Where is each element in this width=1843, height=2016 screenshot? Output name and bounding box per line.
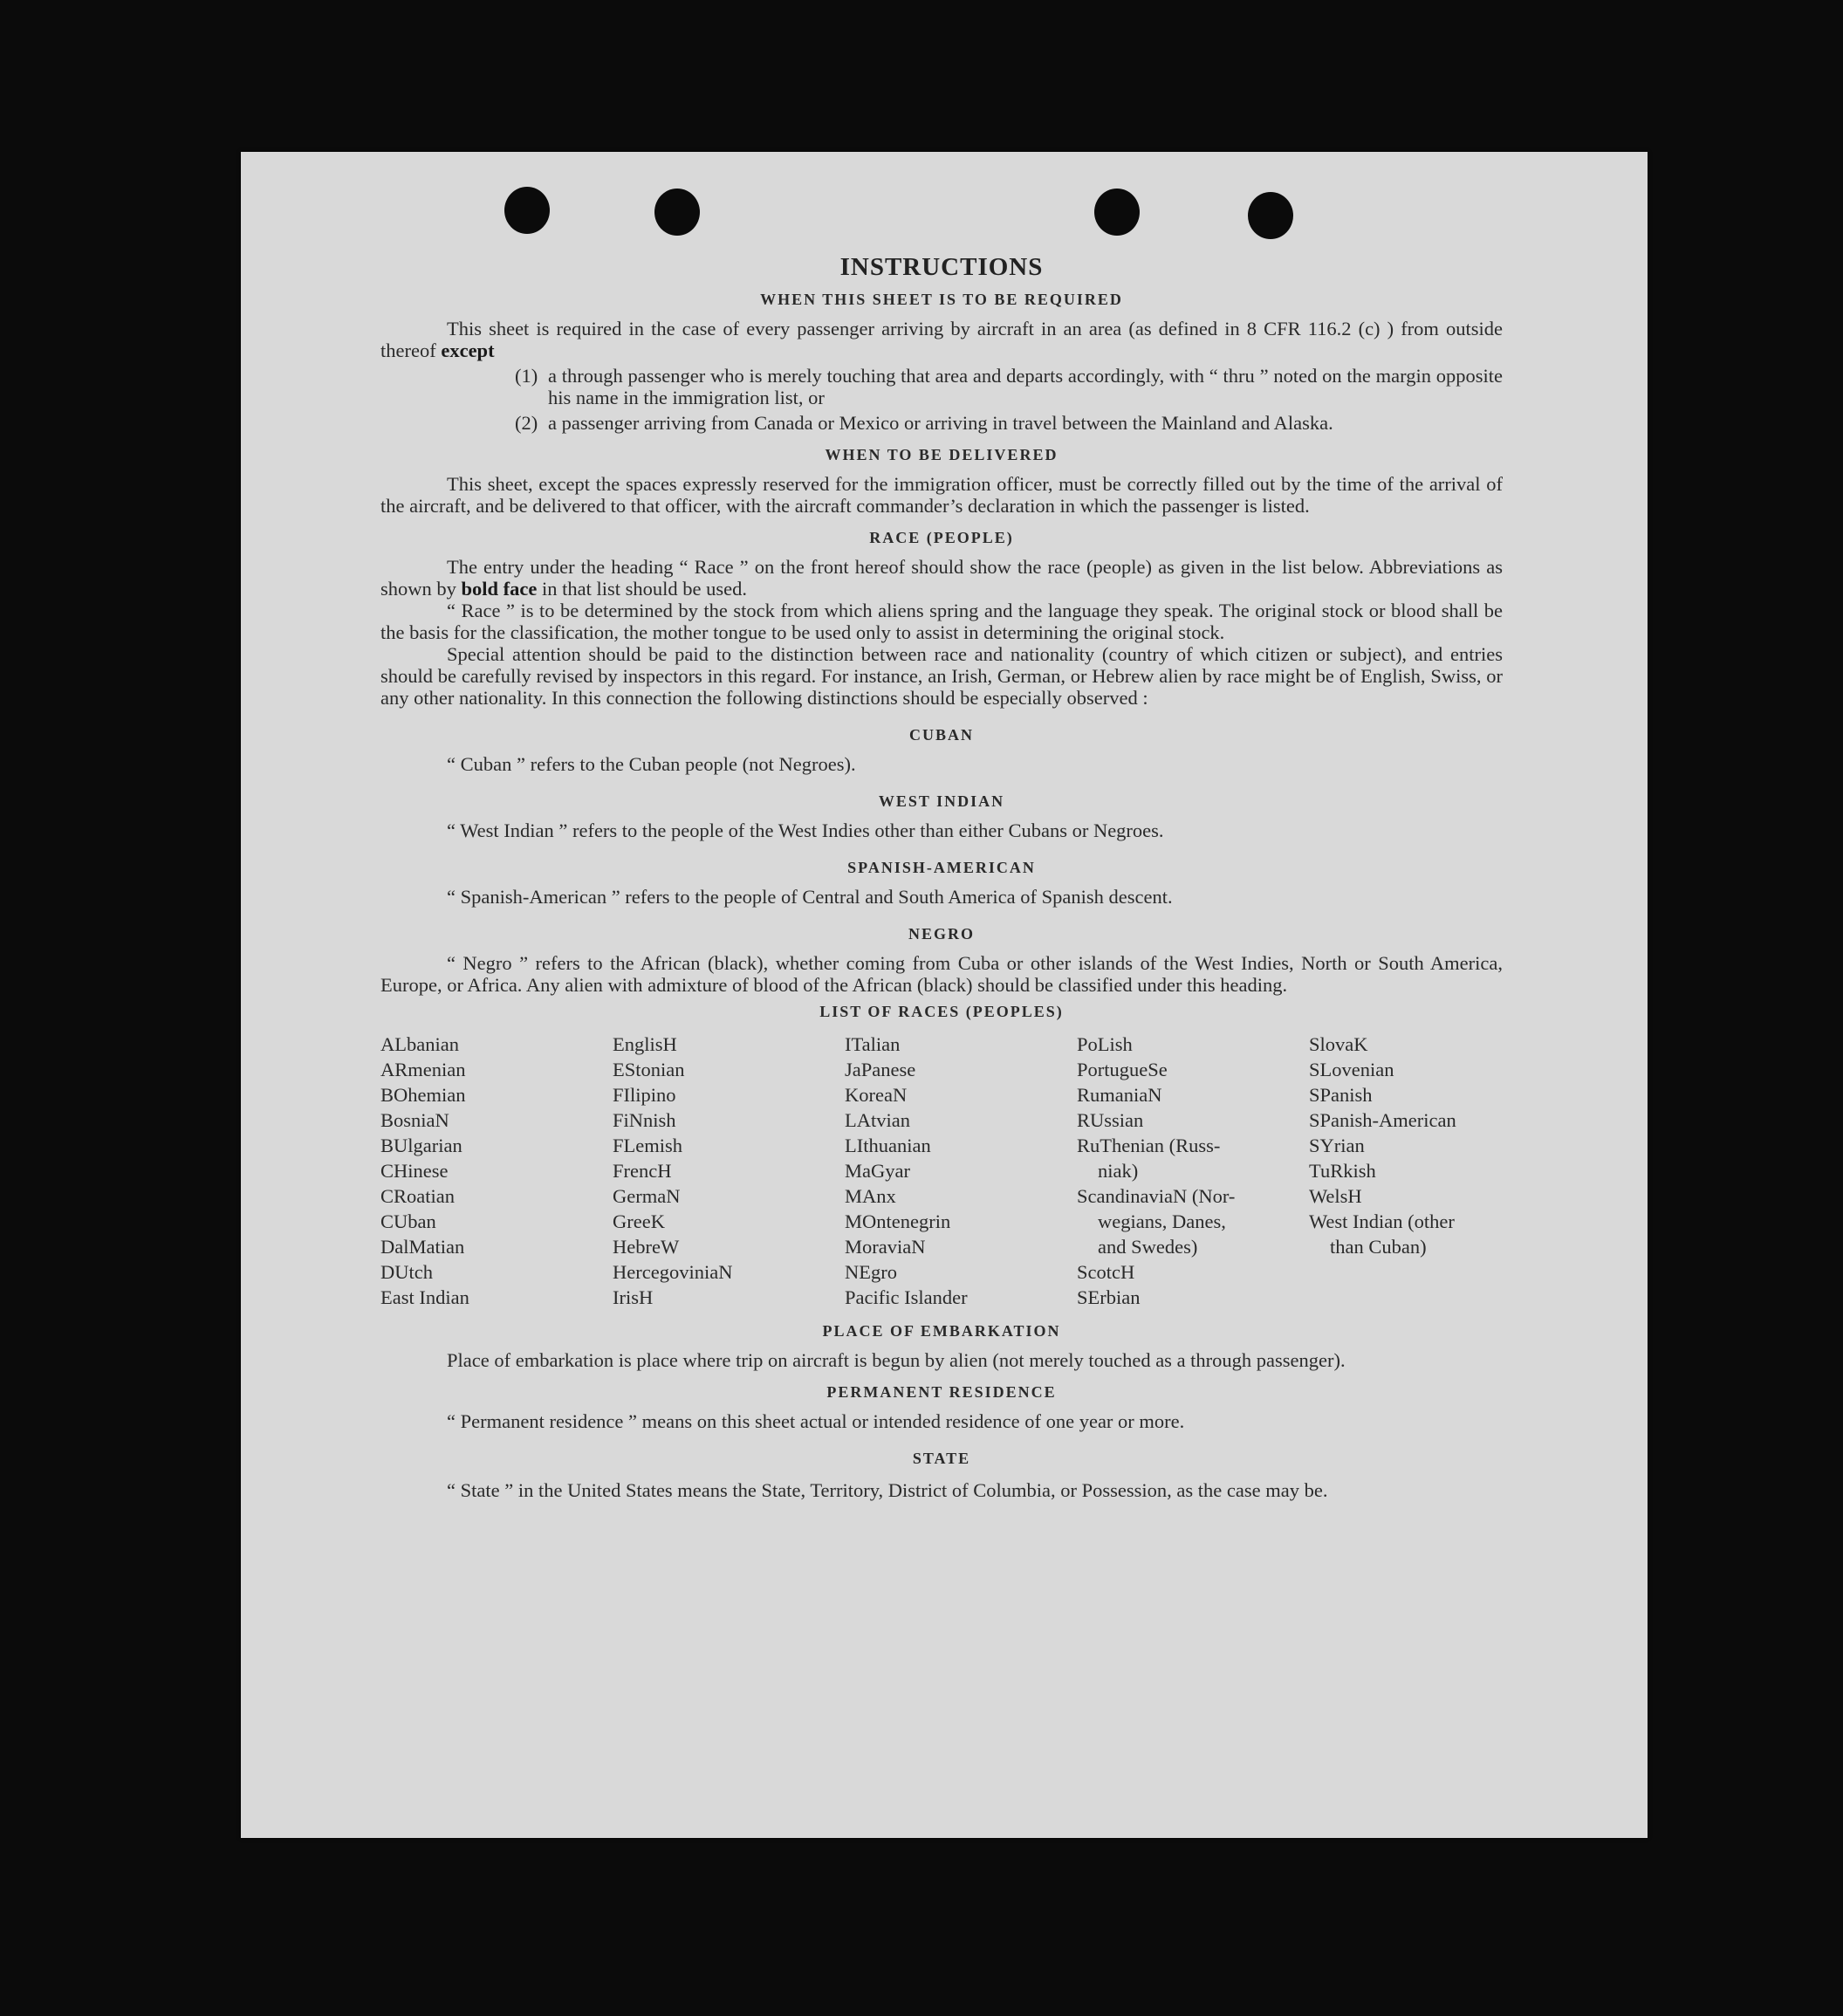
instructions-body <box>380 253 1503 1505</box>
race-entry: MAnx <box>845 1185 896 1207</box>
paragraph-text: This sheet is required in the case of every passenger arriving by aircraft in an area (as defined in 8 CFR 116.2 (c) ) from outside thereof <box>380 318 1503 361</box>
race-entry: HebreW <box>613 1236 680 1258</box>
list-item <box>515 412 1503 434</box>
bold-text: except <box>441 339 495 361</box>
punch-hole <box>654 189 700 236</box>
race-entry: FiNnish <box>613 1109 676 1131</box>
race-entry: than Cuban) <box>1330 1236 1427 1258</box>
race-entry: DalMatian <box>380 1236 465 1258</box>
race-entry: EnglisH <box>613 1033 677 1055</box>
race-entry: PoLish <box>1077 1033 1133 1055</box>
paragraph: Place of embarkation is place where trip on aircraft is begun by alien (not merely touched as a through passenger). <box>447 1349 1346 1371</box>
race-entry: FIlipino <box>613 1084 676 1106</box>
race-entry: HercegoviniaN <box>613 1261 733 1283</box>
section-heading: NEGRO <box>908 925 975 943</box>
item-text: a through passenger who is merely touching that area and departs accordingly, with “ thru ” noted on the margin opposite his name in the immigration list, or <box>548 365 1503 408</box>
race-entry: ITalian <box>845 1033 901 1055</box>
race-entry: SlovaK <box>1309 1033 1368 1055</box>
paragraph: “ Race ” is to be determined by the stock from which aliens spring and the language they speak. The original stock or blood shall be the basis for the classification, the mother tongue to be used only to assist in determining the original stock. <box>380 600 1503 643</box>
section-heading: PLACE OF EMBARKATION <box>822 1322 1061 1340</box>
race-entry: East Indian <box>380 1286 469 1308</box>
section-heading: STATE <box>912 1450 971 1467</box>
race-entry: and Swedes) <box>1098 1236 1198 1258</box>
races-column <box>845 1032 1077 1310</box>
races-column <box>380 1032 613 1310</box>
race-entry: MaGyar <box>845 1160 910 1182</box>
item-number: (1) <box>515 365 538 387</box>
race-entry: LAtvian <box>845 1109 910 1131</box>
race-entry: SYrian <box>1309 1135 1365 1156</box>
section-heading: WEST INDIAN <box>878 792 1005 810</box>
definition: “ Negro ” refers to the African (black), whether coming from Cuba or other islands of the West Indies, North or South America, Europe, or Africa. Any alien with admixture of blood of the African (black) should be classified under this heading. <box>380 952 1503 996</box>
race-entry: SLovenian <box>1309 1059 1394 1080</box>
section-heading: LIST OF RACES (PEOPLES) <box>819 1003 1064 1020</box>
punch-hole <box>1094 189 1140 236</box>
race-entry: ScandinaviaN (Nor- <box>1077 1185 1236 1207</box>
page-title: INSTRUCTIONS <box>839 253 1044 281</box>
races-list <box>380 1032 1503 1310</box>
races-column <box>613 1032 845 1310</box>
section-heading: PERMANENT RESIDENCE <box>826 1383 1057 1401</box>
race-entry: West Indian (other <box>1309 1210 1455 1232</box>
race-entry: FLemish <box>613 1135 683 1156</box>
item-number: (2) <box>515 412 538 434</box>
race-entry: IrisH <box>613 1286 654 1308</box>
races-column <box>1077 1032 1309 1310</box>
item-text: a passenger arriving from Canada or Mexico or arriving in travel between the Mainland and Alaska. <box>548 412 1333 434</box>
punch-hole <box>1248 192 1293 239</box>
definition: “ Cuban ” refers to the Cuban people (not Negroes). <box>447 753 856 775</box>
race-entry: FrencH <box>613 1160 672 1182</box>
race-entry: LIthuanian <box>845 1135 931 1156</box>
race-entry: MOntenegrin <box>845 1210 951 1232</box>
race-entry: SPanish <box>1309 1084 1373 1106</box>
race-entry: MoraviaN <box>845 1236 926 1258</box>
punch-hole <box>504 187 550 234</box>
race-entry: Pacific Islander <box>845 1286 968 1308</box>
section-heading: WHEN TO BE DELIVERED <box>825 446 1059 463</box>
race-entry: GreeK <box>613 1210 665 1232</box>
race-entry: RUssian <box>1077 1109 1144 1131</box>
paragraph <box>380 556 1503 600</box>
paragraph-text: in that list should be used. <box>542 578 748 600</box>
document-page <box>241 152 1648 1838</box>
race-entry: SPanish-American <box>1309 1109 1456 1131</box>
paragraph <box>380 318 1503 361</box>
race-entry: WelsH <box>1309 1185 1362 1207</box>
race-entry: ARmenian <box>380 1059 466 1080</box>
bold-text: bold face <box>461 578 538 600</box>
race-entry: PortugueSe <box>1077 1059 1168 1080</box>
race-entry: wegians, Danes, <box>1098 1210 1226 1232</box>
race-entry: JaPanese <box>845 1059 916 1080</box>
section-heading: WHEN THIS SHEET IS TO BE REQUIRED <box>760 291 1123 308</box>
paragraph-text: The entry under the heading “ Race ” on the front hereof should show the race (people) as given in the list below. Abbreviations as shown by <box>380 556 1503 600</box>
races-column <box>1309 1032 1503 1310</box>
definition: “ State ” in the United States means the State, Territory, District of Columbia, or Possession, as the case may be. <box>447 1479 1328 1501</box>
race-entry: TuRkish <box>1309 1160 1376 1182</box>
section-heading: RACE (PEOPLE) <box>869 529 1014 546</box>
paragraph: This sheet, except the spaces expressly reserved for the immigration officer, must be correctly filled out by the time of the arrival of the aircraft, and be delivered to that officer, with the aircraft commander’s declaration in which the passenger is listed. <box>380 473 1503 517</box>
race-entry: RumaniaN <box>1077 1084 1162 1106</box>
race-entry: KoreaN <box>845 1084 908 1106</box>
race-entry: RuThenian (Russ- <box>1077 1135 1221 1156</box>
definition: “ West Indian ” refers to the people of the West Indies other than either Cubans or Negroes. <box>447 819 1164 841</box>
race-entry: BosniaN <box>380 1109 449 1131</box>
race-entry: ALbanian <box>380 1033 459 1055</box>
list-item <box>515 365 1503 408</box>
definition: “ Spanish-American ” refers to the people of Central and South America of Spanish descent. <box>447 886 1173 908</box>
race-entry: CHinese <box>380 1160 449 1182</box>
race-entry: CRoatian <box>380 1185 455 1207</box>
race-entry: BUlgarian <box>380 1135 462 1156</box>
race-entry: BOhemian <box>380 1084 466 1106</box>
race-entry: CUban <box>380 1210 436 1232</box>
paragraph: Special attention should be paid to the distinction between race and nationality (country of which citizen or subject), and entries should be carefully revised by inspectors in this regard. For instance, an Irish, German, or Hebrew alien by race might be of English, Swiss, or any other nationality. In this connection the following distinctions should be especially observed : <box>380 643 1503 709</box>
section-heading: CUBAN <box>908 726 974 744</box>
race-entry: ScotcH <box>1077 1261 1135 1283</box>
race-entry: NEgro <box>845 1261 897 1283</box>
race-entry: niak) <box>1098 1160 1139 1182</box>
race-entry: DUtch <box>380 1261 433 1283</box>
race-entry: EStonian <box>613 1059 685 1080</box>
race-entry: GermaN <box>613 1185 681 1207</box>
race-entry: SErbian <box>1077 1286 1141 1308</box>
section-heading: SPANISH-AMERICAN <box>847 859 1036 876</box>
definition: “ Permanent residence ” means on this sheet actual or intended residence of one year or more. <box>447 1410 1185 1432</box>
